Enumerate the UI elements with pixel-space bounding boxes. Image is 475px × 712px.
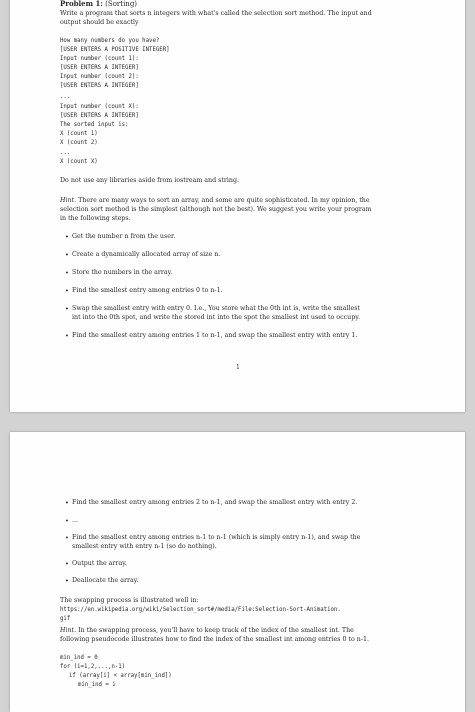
hint2-line-2: following pseudocode illustrates how to find the index of the smallest int among entries 0 to n-1.	[60, 636, 369, 643]
hint2-text: In the swapping process, you'll have to keep track of the index of the smallest int. The	[78, 627, 354, 634]
step-item-continued: int into the 0th spot, and write the stored int into the spot the smallest int used to occupy.	[72, 314, 360, 321]
sample-io-line: The sorted input is:	[60, 122, 129, 128]
step-item: Deallocate the array.	[72, 577, 139, 584]
sample-io-line: X (count 2)	[60, 140, 98, 146]
bullet-icon: •	[65, 577, 69, 585]
hint2-line-1	[60, 627, 354, 635]
bullet-icon: •	[65, 251, 69, 259]
step-item: Swap the smallest entry with entry 0. I.e., You store what the 0th int is, write the smallest	[72, 305, 360, 312]
step-item: Get the number n from the user.	[72, 233, 176, 240]
sample-io-line: Input number (count X):	[60, 104, 139, 110]
step-item: Find the smallest entry among entries 1 to n-1, and swap the smallest entry with entry 1.	[72, 332, 358, 339]
sample-io-line: X (count X)	[60, 159, 98, 165]
pseudocode-line: if (array[i] < array[min_ind])	[69, 673, 172, 679]
step-item: Create a dynamically allocated array of size n.	[72, 251, 221, 258]
intro-line-2: output should be exactly	[60, 19, 139, 26]
hint1-line-3: in the following steps.	[60, 215, 131, 222]
step-item: ...	[72, 517, 79, 524]
intro-line-1: Write a program that sorts n integers with what's called the selection sort method. The input and	[60, 10, 372, 17]
bullet-icon: •	[65, 517, 69, 525]
hint1-line-1	[60, 197, 370, 205]
wiki-url-line-1[interactable]: https://en.wikipedia.org/wiki/Selection_sort#/media/File:Selection-Sort-Animation.	[60, 607, 341, 613]
hint2-label: Hint.	[60, 627, 77, 634]
sample-io-line: [USER ENTERS A INTEGER]	[60, 65, 139, 71]
problem-topic: (Sorting)	[105, 0, 138, 8]
page-number: 1	[236, 364, 240, 371]
step-item: Find the smallest entry among entries n-1 to n-1 (which is simply entry n-1), and swap the	[72, 534, 361, 541]
problem-heading: Problem 1:	[60, 0, 103, 8]
document-page-1	[10, 0, 465, 412]
bullet-icon: •	[65, 233, 69, 241]
bullet-icon: •	[65, 269, 69, 277]
sample-io-line: ...	[60, 94, 71, 100]
sample-io-line: ...	[60, 150, 71, 156]
pseudocode-line: min_ind = i	[78, 682, 116, 688]
bullet-icon: •	[65, 305, 69, 313]
sample-io-line: [USER ENTERS A INTEGER]	[60, 113, 139, 119]
sample-io-line: Input number (count 2):	[60, 74, 139, 80]
hint1-line-2: selection sort method is the simplest (although not the best). We suggest you write your program	[60, 206, 372, 213]
bullet-icon: •	[65, 332, 69, 340]
hint1-label: Hint.	[60, 197, 77, 204]
sample-io-line: [USER ENTERS A INTEGER]	[60, 83, 139, 89]
problem-title	[60, 0, 137, 8]
hint1-text: There are many ways to sort an array, and some are quite sophisticated. In my opinion, the	[78, 197, 370, 204]
sample-io-line: X (count 1)	[60, 131, 98, 137]
step-item: Store the numbers in the array.	[72, 269, 173, 276]
sample-io-line: [USER ENTERS A POSITIVE INTEGER]	[60, 47, 170, 53]
sample-io-line: Input number (count 1):	[60, 56, 139, 62]
step-item: Find the smallest entry among entries 2 to n-1, and swap the smallest entry with entry 2.	[72, 499, 358, 506]
document-page-2	[10, 432, 465, 712]
sample-io-line: How many numbers do you have?	[60, 38, 160, 44]
pseudocode-line: min_ind = 0	[60, 655, 98, 661]
pseudocode-line: for (i=1,2,...,n-1)	[60, 664, 126, 670]
bullet-icon: •	[65, 287, 69, 295]
bullet-icon: •	[65, 560, 69, 568]
bullet-icon: •	[65, 534, 69, 542]
bullet-icon: •	[65, 499, 69, 507]
wiki-url-line-2[interactable]: gif	[60, 616, 71, 622]
libraries-note: Do not use any libraries aside from iostream and string.	[60, 177, 240, 184]
swap-note: The swapping process is illustrated well in:	[60, 597, 199, 604]
step-item: Find the smallest entry among entries 0 to n-1.	[72, 287, 223, 294]
step-item-continued: smallest entry with entry n-1 (so do nothing).	[72, 543, 217, 550]
step-item: Output the array.	[72, 560, 127, 567]
